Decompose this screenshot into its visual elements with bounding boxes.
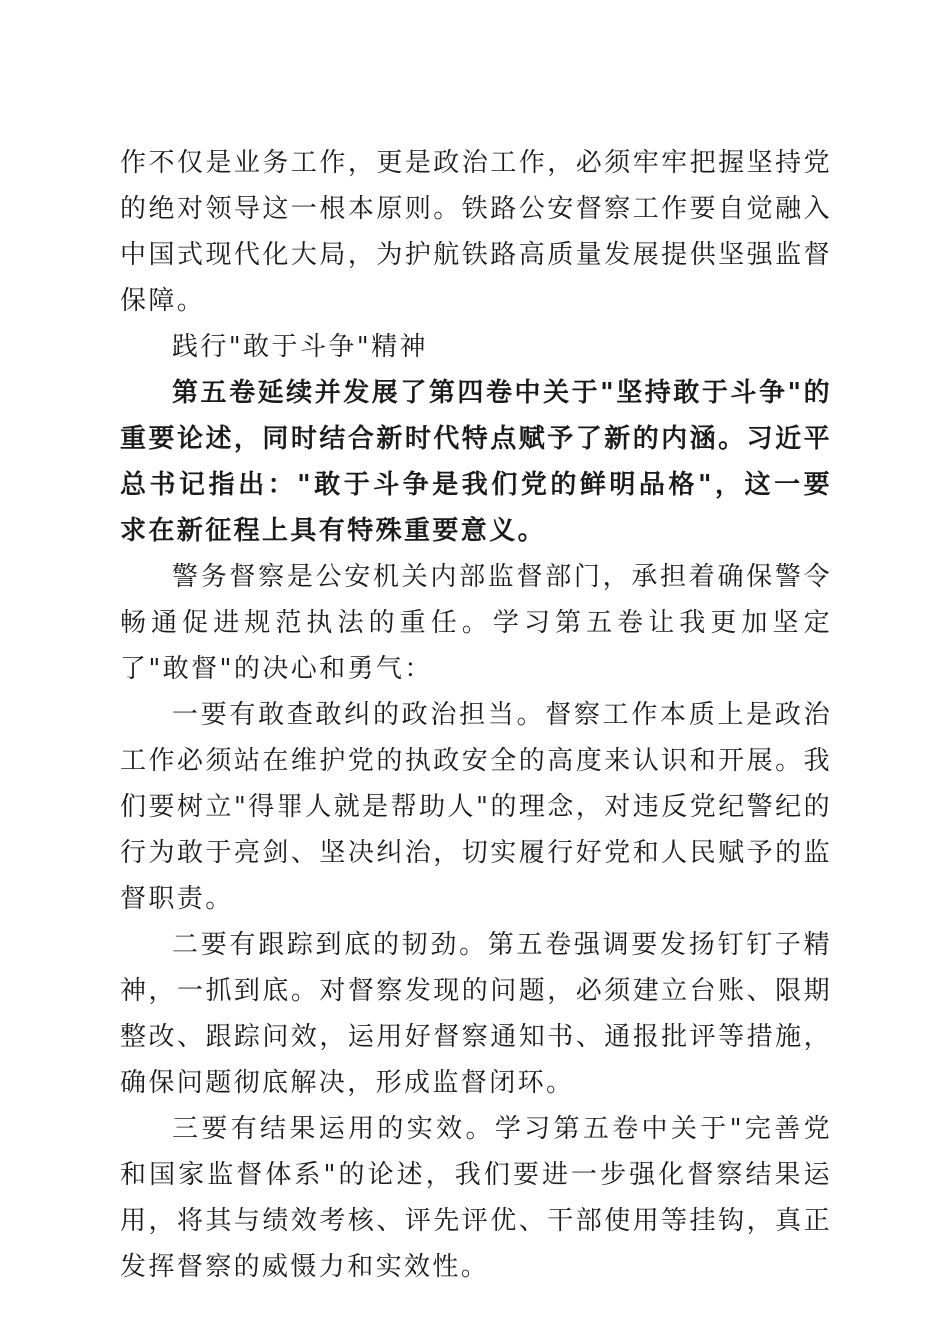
paragraph-continuation: 作不仅是业务工作，更是政治工作，必须牢牢把握坚持党的绝对领导这一根本原则。铁路公安督察工作要自觉融入中国式现代化大局，为护航铁路高质量发展提供坚强监督保障。 (120, 148, 832, 316)
paragraph-police-supervision: 警务督察是公安机关内部监督部门，承担着确保警令畅通促进规范执法的重任。学习第五卷让我更加坚定了"敢督"的决心和勇气： (120, 562, 832, 684)
paragraph-point-one: 一要有敢查敢纠的政治担当。督察工作本质上是政治工作必须站在维护党的执政安全的高度来认识和开展。我们要树立"得罪人就是帮助人"的理念，对违反党纪警纪的行为敢于亮剑、坚决纠治，切实履行好党和人民赋予的监督职责。 (120, 700, 832, 914)
paragraph-point-two: 二要有跟踪到底的韧劲。第五卷强调要发扬钉钉子精神，一抓到底。对督察发现的问题，必须建立台账、限期整改、跟踪问效，运用好督察通知书、通报批评等措施，确保问题彻底解决，形成监督闭环。 (120, 930, 832, 1098)
section-heading: 践行"敢于斗争"精神 (172, 332, 428, 362)
paragraph-point-three: 三要有结果运用的实效。学习第五卷中关于"完善党和国家监督体系"的论述，我们要进一步强化督察结果运用，将其与绩效考核、评先评优、干部使用等挂钩，真正发挥督察的威慑力和实效性。 (120, 1114, 832, 1282)
paragraph-struggle-spirit: 第五卷延续并发展了第四卷中关于"坚持敢于斗争"的重要论述，同时结合新时代特点赋予了新的内涵。习近平总书记指出："敢于斗争是我们党的鲜明品格"，这一要求在新征程上具有特殊重要意义。 (120, 378, 832, 546)
document-body (120, 140, 832, 1290)
